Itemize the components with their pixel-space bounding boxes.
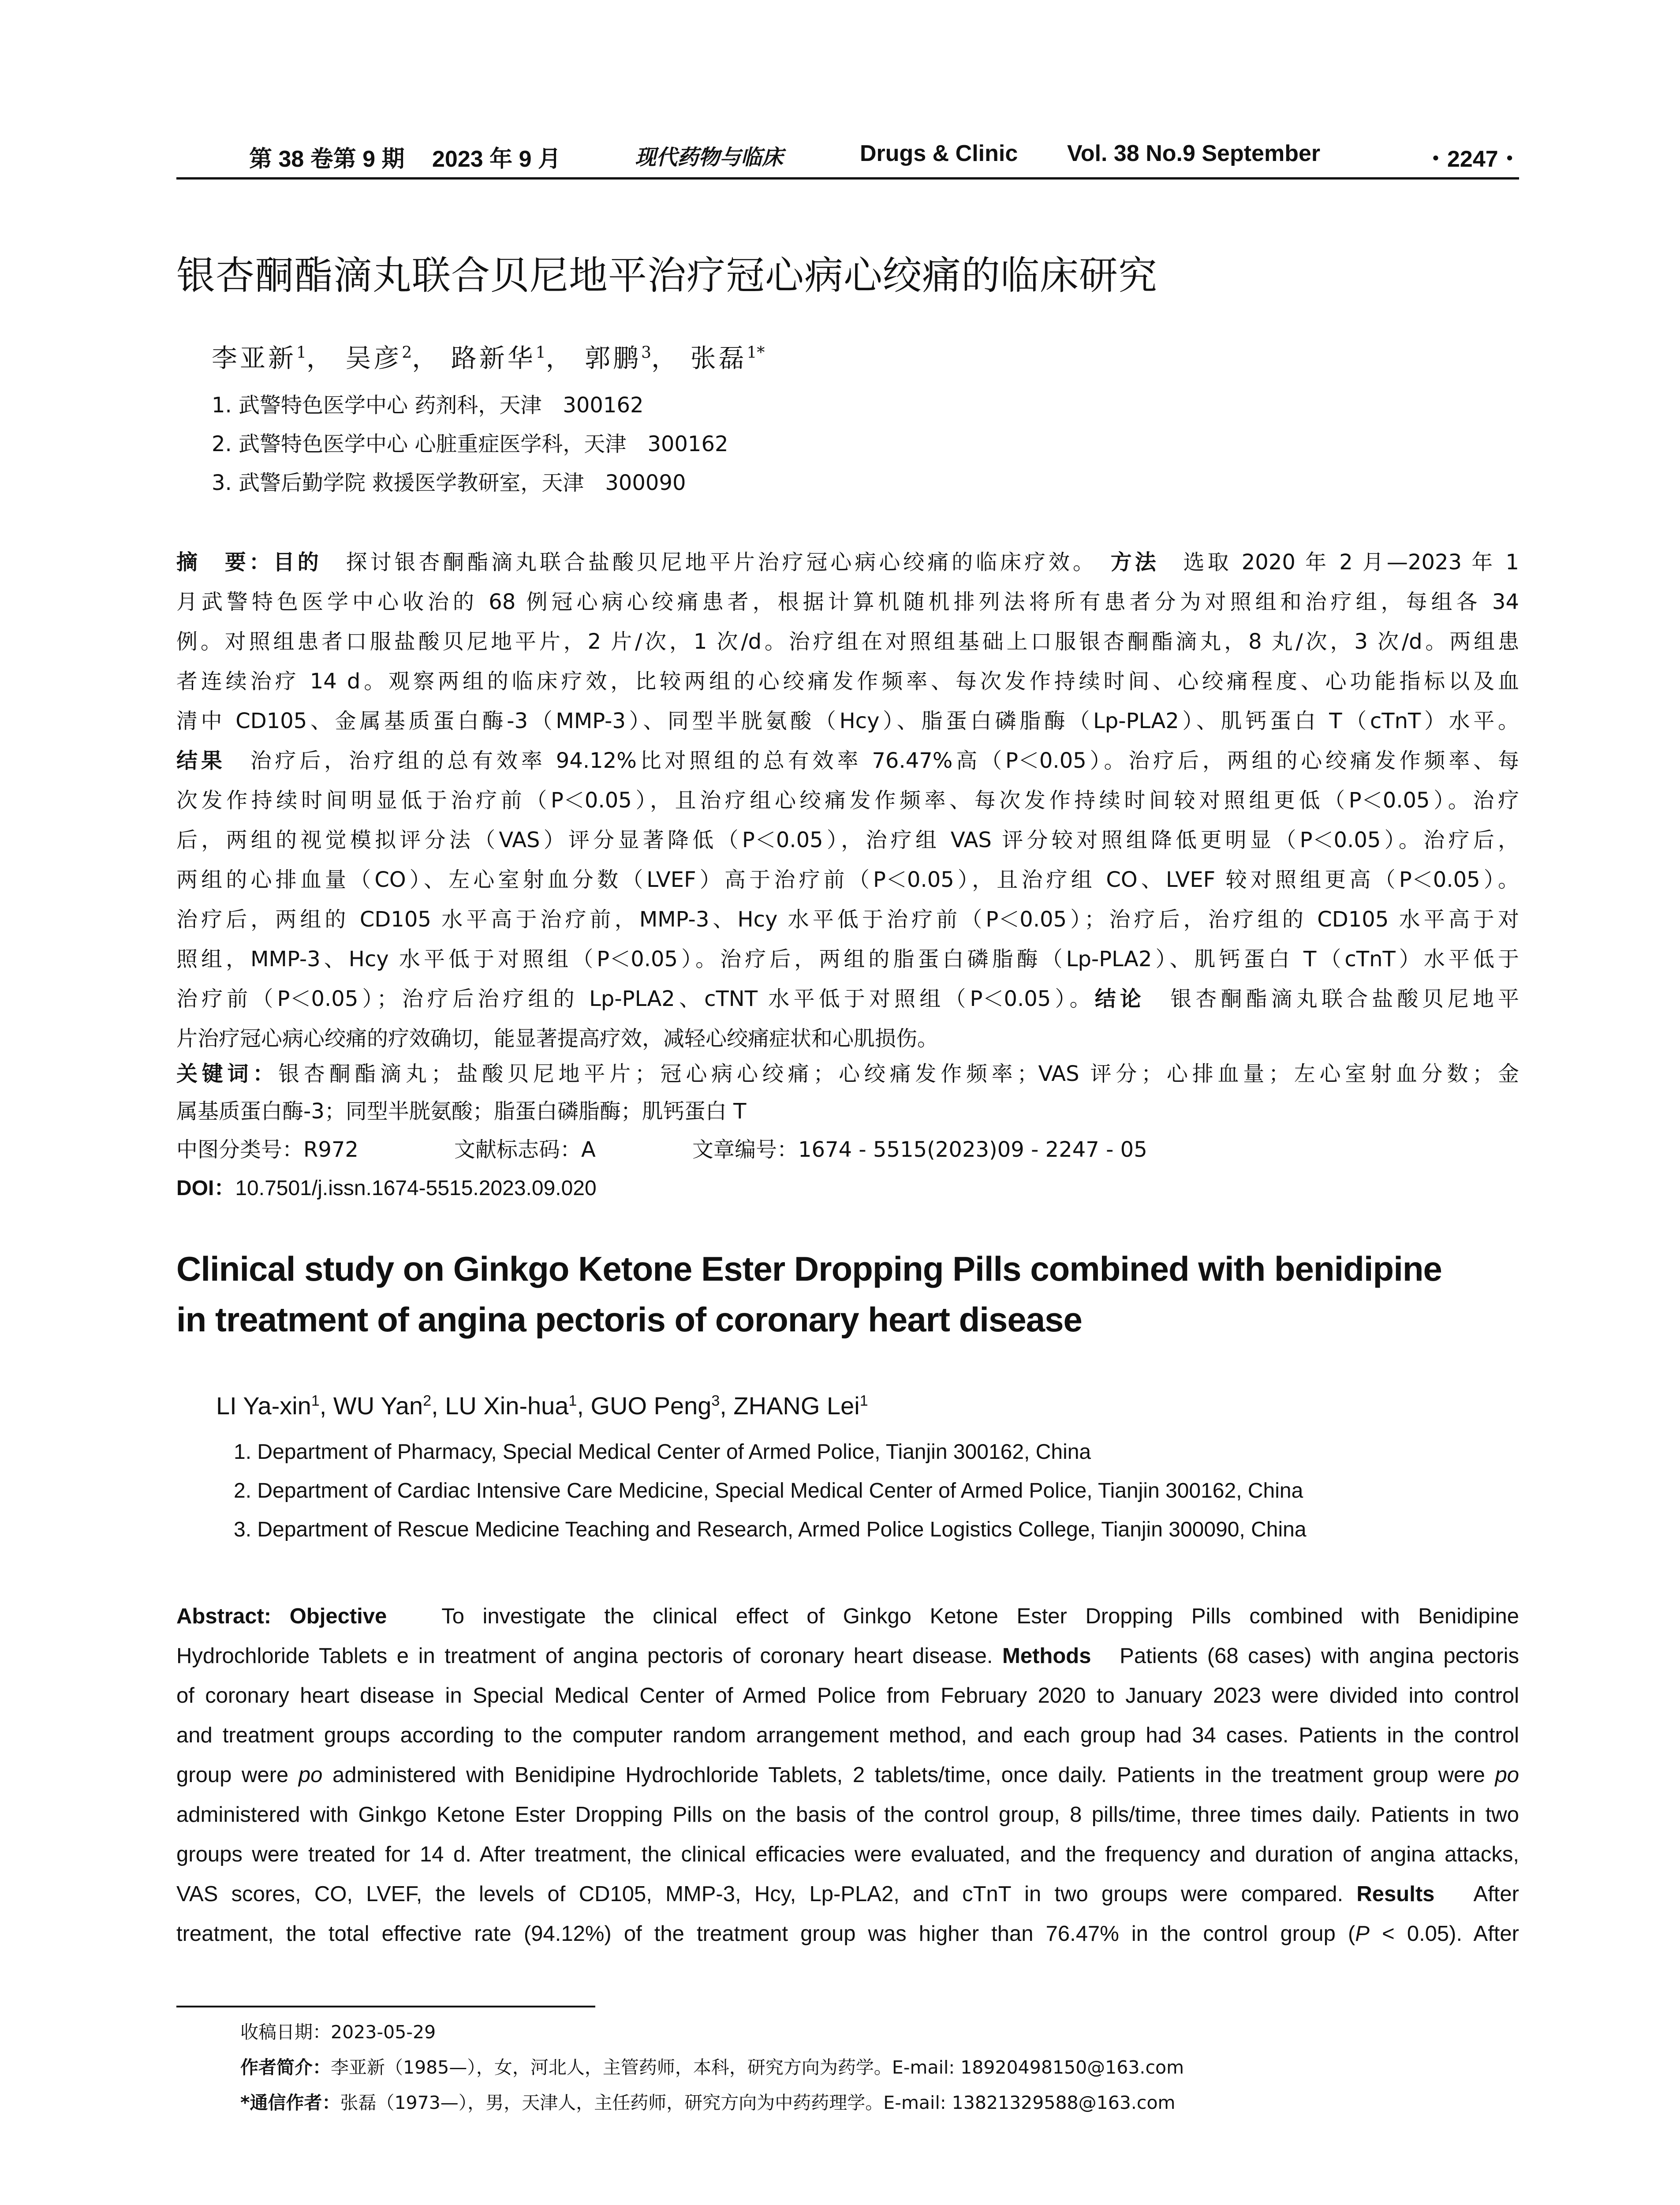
abstract-en-line: and treatment groups according to the computer random arrangement method, and each group had 34 cases. Patients in the control [176, 1723, 1519, 1747]
abstract-en-italic: P [1355, 1922, 1370, 1946]
footnote-corresponding-label: *通信作者： [240, 2092, 340, 2113]
keywords-zh-text: 银杏酮酯滴丸；盐酸贝尼地平片；冠心病心绞痛；心绞痛发作频率；VAS 评分；心排血量；左心室射血分数；金 [278, 1061, 1519, 1086]
keywords-zh-line [176, 1056, 1519, 1091]
abstract-en-italic: po [298, 1763, 323, 1787]
abstract-zh-text: 治疗前（P＜0.05）；治疗后治疗组的 Lp-PLA2、cTNT 水平低于对照组（P＜0.05）。 [176, 987, 1095, 1011]
conclusion-label: 结论 [1094, 987, 1146, 1011]
header-date: 2023 年 9 月 [432, 146, 561, 172]
abstract-en-line [176, 1914, 1519, 1954]
abstract-zh-label: 摘 要： [176, 550, 273, 575]
document-code: 文献标志码：A [454, 1137, 596, 1162]
abstract-en-text: treatment, the total effective rate (94.12%) of the treatment group was higher than 76.47% in the control group ( [176, 1922, 1355, 1946]
abstract-zh-line: 照组，MMP-3、Hcy 水平低于对照组（P＜0.05）。治疗后，两组的脂蛋白磷脂酶（Lp-PLA2）、肌钙蛋白 T（cTnT）水平低于 [176, 947, 1519, 972]
author-separator: , [577, 1392, 591, 1420]
abstract-en-line [176, 1755, 1519, 1795]
affiliation-zh: 3. 武警后勤学院 救援医学教研室，天津 300090 [212, 471, 686, 495]
author-zh-affil-mark: 1 [535, 344, 546, 362]
objective-label: 目的 [273, 550, 322, 575]
abstract-zh-text: 治疗后，治疗组的总有效率 94.12%比对照组的总有效率 76.47%高（P＜0.05）。治疗后，两组的心绞痛发作频率、每 [250, 748, 1519, 773]
author-en-name: WU Yan [333, 1392, 423, 1420]
header-page-number: ・2247・ [1424, 146, 1521, 172]
author-separator: ， [545, 343, 574, 373]
title-zh: 银杏酮酯滴丸联合贝尼地平治疗冠心病心绞痛的临床研究 [176, 253, 1158, 298]
author-separator: , [720, 1392, 734, 1420]
abstract-en-text: To investigate the clinical effect of Ginkgo Ketone Ester Dropping Pills combined with Benidipine [441, 1604, 1519, 1628]
abstract-zh-line [176, 743, 1519, 778]
footnote-author [240, 2053, 1184, 2079]
abstract-en-italic: po [1495, 1763, 1519, 1787]
author-en-affil-mark: 3 [711, 1392, 720, 1409]
abstract-zh-line [176, 545, 1519, 580]
abstract-en-line: of coronary heart disease in Special Medical Center of Armed Police from February 2020 to January 2023 were divided into control [176, 1684, 1519, 1708]
footnote-corresponding-text: 张磊（1973—），男，天津人，主任药师，研究方向为中药药理学。E-mail: 13821329588@163.com [340, 2092, 1176, 2113]
abstract-zh-text: 选取 2020 年 2 月—2023 年 1 [1183, 550, 1519, 575]
article-number: 文章编号：1674 - 5515(2023)09 - 2247 - 05 [692, 1137, 1147, 1162]
abstract-zh-line: 月武警特色医学中心收治的 68 例冠心病心绞痛患者，根据计算机随机排列法将所有患者分为对照组和治疗组，每组各 34 [176, 590, 1519, 614]
abstract-zh-line: 治疗后，两组的 CD105 水平高于治疗前，MMP-3、Hcy 水平低于治疗前（P＜0.05）；治疗后，治疗组的 CD105 水平高于对 [176, 907, 1519, 932]
abstract-zh-line: 例。对照组患者口服盐酸贝尼地平片，2 片/次，1 次/d。治疗组在对照组基础上口服银杏酮酯滴丸，8 丸/次，3 次/d。两组患 [176, 629, 1519, 654]
author-zh-affil-mark: 2 [402, 344, 412, 362]
abstract-en-text: Patients (68 cases) with angina pectoris [1120, 1644, 1519, 1668]
author-separator: , [431, 1392, 445, 1420]
results-en-label: Results [1356, 1882, 1435, 1906]
title-en [176, 1244, 1543, 1345]
author-zh-name: 郭鹏 [585, 343, 642, 373]
doi-label: DOI： [176, 1177, 235, 1200]
footnote-corresponding [240, 2088, 1175, 2114]
author-zh-affil-mark: 3 [641, 344, 652, 362]
doi-line [176, 1171, 597, 1201]
abstract-en-text: < 0.05). After [1369, 1922, 1519, 1946]
objective-en-label: Objective [289, 1604, 387, 1628]
author-en-name: ZHANG Lei [733, 1392, 860, 1420]
affiliation-zh: 2. 武警特色医学中心 心脏重症医学科，天津 300162 [212, 432, 728, 456]
footnote-author-label: 作者简介： [240, 2057, 331, 2078]
abstract-en-text: administered with Benidipine Hydrochloride Tablets, 2 tablets/time, once daily. Patients in the treatment group were [332, 1763, 1485, 1787]
title-en-line: in treatment of angina pectoris of coronary heart disease [176, 1300, 1082, 1339]
header-journal-zh: 现代药物与临床 [635, 145, 784, 170]
methods-label: 方法 [1110, 550, 1159, 575]
author-zh-name: 路新华 [451, 343, 536, 373]
methods-en-label: Methods [1002, 1644, 1091, 1668]
footnote-received: 收稿日期：2023-05-29 [240, 2022, 436, 2043]
title-en-line: Clinical study on Ginkgo Ketone Ester Dropping Pills combined with benidipine [176, 1249, 1442, 1288]
authors-zh [212, 337, 765, 374]
abstract-zh-line: 者连续治疗 14 d。观察两组的临床疗效，比较两组的心绞痛发作频率、每次发作持续时间、心绞痛程度、心功能指标以及血 [176, 669, 1519, 694]
author-en-affil-mark: 1 [311, 1392, 320, 1409]
authors-en [216, 1391, 868, 1420]
abstract-en-line: administered with Ginkgo Ketone Ester Dropping Pills on the basis of the control group, 8 pills/time, three times daily. Patients in two [176, 1803, 1519, 1827]
abstract-zh-line: 清中 CD105、金属基质蛋白酶-3（MMP-3）、同型半胱氨酸（Hcy）、脂蛋白磷脂酶（Lp-PLA2）、肌钙蛋白 T（cTnT）水平。 [176, 709, 1519, 733]
author-zh-affil-mark: 1 [296, 344, 306, 362]
abstract-zh-line: 次发作持续时间明显低于治疗前（P＜0.05），且治疗组心绞痛发作频率、每次发作持续时间较对照组更低（P＜0.05）。治疗 [176, 788, 1519, 813]
abstract-zh-line: 后，两组的视觉模拟评分法（VAS）评分显著降低（P＜0.05），治疗组 VAS 评分较对照组降低更明显（P＜0.05）。治疗后， [176, 828, 1519, 852]
doi-link[interactable]: 10.7501/j.issn.1674-5515.2023.09.020 [235, 1177, 597, 1200]
author-en-affil-mark: 1 [859, 1392, 868, 1409]
author-zh-name: 李亚新 [212, 343, 297, 373]
abstract-en-text: group were [176, 1763, 289, 1787]
header-journal-en: Drugs & Clinic [860, 141, 1018, 166]
running-header [176, 140, 1519, 180]
abstract-zh-text: 探讨银杏酮酯滴丸联合盐酸贝尼地平片治疗冠心病心绞痛的临床疗效。 [346, 550, 1086, 575]
author-zh-name: 吴彦 [345, 343, 402, 373]
abstract-en-line [176, 1596, 1519, 1636]
author-en-name: LI Ya-xin [216, 1392, 311, 1420]
abstract-zh-line: 片治疗冠心病心绞痛的疗效确切，能显著提高疗效，减轻心绞痛症状和心肌损伤。 [176, 1026, 939, 1051]
keywords-label: 关键词： [176, 1061, 279, 1086]
footnote-rule [176, 2006, 595, 2007]
author-zh-affil-mark: 1* [747, 344, 765, 362]
footnote-author-text: 李亚新（1985—），女，河北人，主管药师，本科，研究方向为药学。E-mail: 18920498150@163.com [331, 2057, 1184, 2078]
abstract-zh-text: 银杏酮酯滴丸联合盐酸贝尼地平 [1170, 987, 1519, 1011]
author-separator: ， [651, 343, 680, 373]
abstract-en-line [176, 1636, 1519, 1676]
abstract-en-text: Hydrochloride Tablets e in treatment of angina pectoris of coronary heart disease. [176, 1644, 993, 1668]
author-en-affil-mark: 1 [568, 1392, 577, 1409]
header-rule [176, 177, 1519, 179]
author-separator: ， [412, 343, 441, 373]
keywords-zh-line: 属基质蛋白酶-3；同型半胱氨酸；脂蛋白磷脂酶；肌钙蛋白 T [176, 1099, 747, 1124]
author-en-name: LU Xin-hua [445, 1392, 569, 1420]
author-zh-name: 张磊 [690, 343, 747, 373]
author-separator: ， [306, 343, 335, 373]
results-label: 结果 [176, 748, 226, 773]
abstract-zh-line [176, 981, 1519, 1017]
affiliation-zh: 1. 武警特色医学中心 药剂科，天津 300162 [212, 393, 644, 418]
abstract-en-text: VAS scores, CO, LVEF, the levels of CD105, MMP-3, Hcy, Lp-PLA2, and cTnT in two groups were compared. [176, 1882, 1344, 1906]
author-separator: , [319, 1392, 333, 1420]
abstract-en-line: groups were treated for 14 d. After treatment, the clinical efficacies were evaluated, and the frequency and duration of angina attacks, [176, 1842, 1519, 1866]
author-en-name: GUO Peng [590, 1392, 712, 1420]
header-volume-issue: 第 38 卷第 9 期 [249, 146, 405, 172]
affiliation-en: 1. Department of Pharmacy, Special Medical Center of Armed Police, Tianjin 300162, China [234, 1440, 1091, 1464]
abstract-en-line [176, 1874, 1519, 1914]
header-volume-en: Vol. 38 No.9 September [1067, 141, 1321, 166]
abstract-en-text: After [1473, 1882, 1519, 1906]
abstract-zh-line: 两组的心排血量（CO）、左心室射血分数（LVEF）高于治疗前（P＜0.05），且治疗组 CO、LVEF 较对照组更高（P＜0.05）。 [176, 867, 1519, 892]
author-en-affil-mark: 2 [423, 1392, 432, 1409]
clc-number: 中图分类号：R972 [176, 1137, 358, 1162]
affiliation-en: 3. Department of Rescue Medicine Teaching and Research, Armed Police Logistics College, Tianjin 300090, China [234, 1518, 1307, 1541]
abstract-en-label: Abstract: [176, 1604, 272, 1628]
affiliation-en: 2. Department of Cardiac Intensive Care Medicine, Special Medical Center of Armed Police, Tianjin 300162, China [234, 1479, 1303, 1502]
